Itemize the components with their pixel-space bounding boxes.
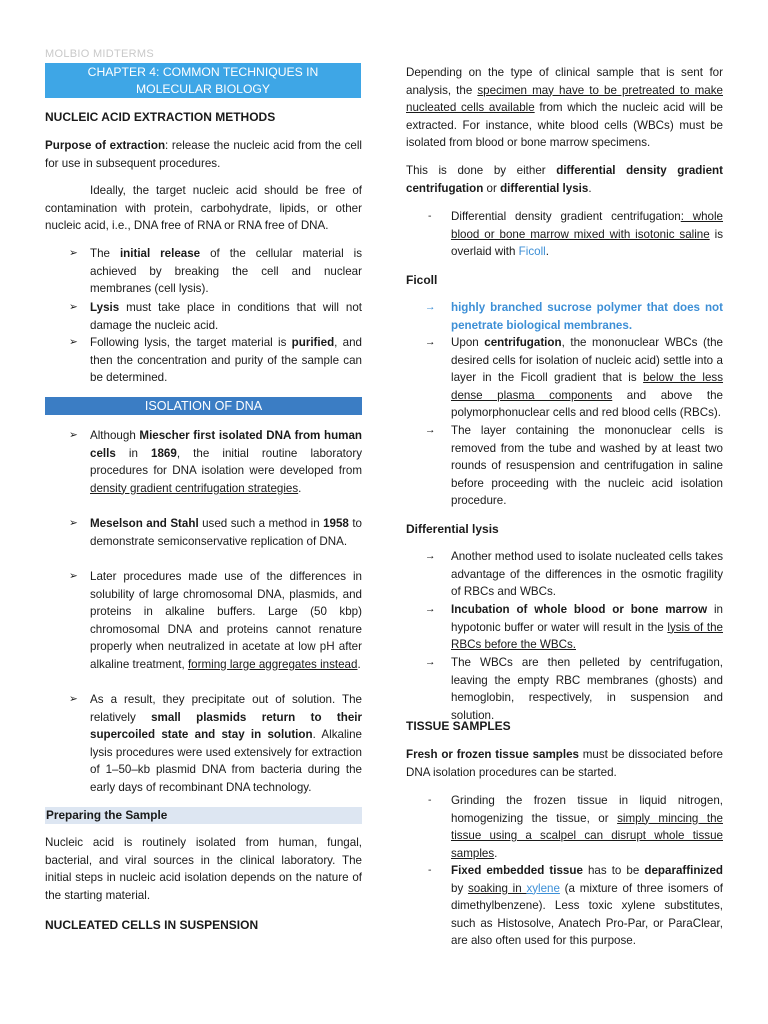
item-blue: xylene (526, 881, 560, 895)
list-item (45, 691, 362, 796)
triangle-bullet-icon: ➢ (69, 693, 78, 705)
item-text: Differential density gradient centrifugation (451, 210, 681, 223)
item-bold: 1869 (151, 446, 177, 460)
arrow-bullet-icon: → (425, 424, 436, 436)
item-blue: Ficoll (518, 245, 546, 258)
purpose-label: Purpose of extraction (45, 139, 166, 152)
item-text: , the mononuclear WBCs (the desired cells for isolation of nucleic acid) settle into a layer in the Ficoll gradient that is (451, 336, 723, 384)
ficoll-heading: Ficoll (406, 273, 438, 287)
tissue-paragraph (406, 746, 723, 781)
list-item (406, 654, 723, 724)
item-text: Grinding the frozen tissue in liquid nitrogen, homogenizing the tissue, or (451, 794, 723, 825)
intro-paragraph (406, 64, 723, 152)
intro-underline: specimen may have to be pretreated to make nucleated cells available (406, 83, 723, 114)
item-text: must take place in conditions that will not damage the nucleic acid. (90, 301, 362, 332)
item-text: of the cellular material is achieved by breaking the cell and nuclear membranes (cell lysis). (90, 247, 363, 295)
preparing-sample-title: Preparing the Sample (46, 808, 168, 822)
dash-bullet-icon: - (428, 210, 432, 222)
item-bold: Meselson and Stahl (90, 517, 199, 530)
item-text: in (115, 446, 152, 460)
item-blue: highly branched sucrose polymer that does not penetrate biological membranes. (451, 301, 723, 332)
methods-bold: differential lysis (500, 181, 589, 195)
item-text: Although (90, 429, 140, 442)
isolation-title: ISOLATION OF DNA (144, 399, 263, 413)
methods-paragraph (406, 162, 723, 197)
list-item (406, 792, 723, 862)
list-item (406, 862, 723, 950)
triangle-bullet-icon: ➢ (69, 429, 78, 441)
item-text: . (298, 481, 302, 495)
item-bold: Incubation of whole blood or bone marrow (451, 603, 708, 616)
item-bold: initial release (119, 247, 201, 260)
list-item (45, 427, 362, 497)
purpose-paragraph (45, 137, 362, 172)
item-text: The layer containing the mononuclear cells is removed from the tube and washed by at least two rounds of resuspension and centrifugation in saline before proceeding with the nucleic acid isolation procedure. (451, 424, 723, 507)
document-header: MOLBIO MIDTERMS (45, 48, 155, 60)
item-text: Later procedures made use of the differences in solubility of large chromosomal DNA, plasmids, and proteins in alkaline buffers. Large (50 kbp) chromosomal DNA and proteins cannot renature properly when neutralized in acetate at low pH after alkaline treatment, (90, 570, 362, 671)
item-text: has to be (582, 864, 645, 877)
isolation-section-bar (45, 397, 362, 415)
list-item (406, 548, 723, 601)
item-text: The (90, 247, 120, 260)
arrow-bullet-icon: → (425, 301, 436, 313)
dash-bullet-icon: - (428, 794, 432, 806)
methods-bold: differential density gradient centrifugation (406, 164, 723, 195)
tissue-text: must be dissociated before DNA isolation procedures can be started. (406, 748, 723, 779)
item-text: , and then the concentration and purity of the sample can be determined. (90, 336, 362, 384)
methods-text: or (483, 181, 501, 195)
arrow-bullet-icon: → (425, 656, 436, 668)
tissue-samples-heading: TISSUE SAMPLES (406, 719, 511, 733)
item-text: in hypotonic buffer or water will result in the (451, 603, 723, 634)
item-text: As a result, they precipitate out of solution. The relatively (90, 693, 362, 724)
item-text: . Alkaline lysis procedures were used extensively for extraction of 1–50–kb plasmid DNA from bacteria during the early days of recombinant DNA technology. (90, 728, 362, 794)
item-bold: purified (291, 336, 335, 349)
intro-text: Depending on the type of clinical sample that is sent for analysis, the (406, 66, 723, 97)
item-underline: soaking in (467, 881, 527, 895)
item-text: . (357, 657, 361, 671)
item-underline: simply mincing the tissue using a scalpel can disrupt whole tissue samples (451, 811, 723, 860)
methods-text: . (588, 181, 592, 195)
item-bold: centrifugation (484, 336, 562, 349)
arrow-bullet-icon: → (425, 336, 436, 348)
item-text: to demonstrate semiconservative replication of DNA. (90, 517, 362, 548)
triangle-bullet-icon: ➢ (69, 247, 78, 259)
list-item (45, 245, 362, 298)
arrow-bullet-icon: → (425, 550, 436, 562)
chapter-title-bar (45, 63, 361, 98)
chapter-title: CHAPTER 4: COMMON TECHNIQUES IN MOLECULAR BIOLOGY (87, 65, 319, 96)
intro-text: from which the nucleic acid will be extracted. For instance, white blood cells (WBCs) must be isolated from blood or bone marrow specimens. (406, 101, 723, 149)
list-item (406, 299, 723, 334)
item-underline: forming large aggregates instead (187, 657, 358, 671)
item-text: Following lysis, the target material is (90, 336, 292, 349)
list-item (45, 299, 362, 334)
tissue-bold: Fresh or frozen tissue samples (406, 748, 579, 761)
differential-lysis-heading: Differential lysis (406, 522, 499, 536)
triangle-bullet-icon: ➢ (69, 517, 78, 529)
triangle-bullet-icon: ➢ (69, 301, 78, 313)
list-item (406, 601, 723, 654)
arrow-bullet-icon: → (425, 603, 436, 615)
item-underline: : whole blood or bone marrow mixed with isotonic saline (451, 210, 724, 241)
item-bold: 1958 (323, 517, 349, 530)
dash-bullet-icon: - (428, 864, 432, 876)
item-underline: below the less dense plasma components (451, 371, 724, 402)
item-text: (a mixture of three isomers of dimethylbenzene). Less toxic xylene substitutes, such as Histosolve, Anatech Pro-Par, or ParaClear, are also often used for this purpose. (451, 881, 723, 947)
item-text: and above the polymorphonuclear cells and red blood cells (RBCs). (451, 388, 723, 419)
list-item (406, 422, 723, 510)
item-text: The WBCs are then pelleted by centrifugation, leaving the empty RBC membranes (ghosts) and hemoglobin, respectively, in suspension and solution. (451, 656, 723, 722)
item-text: . (494, 846, 498, 860)
preparing-sample-bar (45, 807, 362, 824)
item-underline: density gradient centrifugation strategies (90, 481, 299, 495)
purpose-text: : release the nucleic acid from the cell for use in subsequent procedures. (45, 139, 362, 170)
triangle-bullet-icon: ➢ (69, 336, 78, 348)
item-text: , the initial routine laboratory procedures for DNA isolation were developed from (90, 446, 362, 477)
item-bold: deparaffinized (644, 864, 723, 877)
methods-text: This is done by either (406, 164, 557, 177)
item-text: Upon (451, 336, 485, 349)
item-text: . (545, 245, 549, 258)
list-item (45, 334, 362, 387)
item-bold: small plasmids return to their supercoiled state and stay in solution (90, 710, 362, 741)
list-item (45, 515, 362, 550)
item-underline: lysis of the RBCs before the WBCs. (451, 620, 723, 651)
list-item (406, 334, 723, 422)
preparing-sample-paragraph: Nucleic acid is routinely isolated from human, fungal, bacterial, and viral sources in the clinical laboratory. The initial steps in nucleic acid isolation depends on the nature of the starting material. (45, 836, 362, 902)
item-text: by (451, 881, 468, 895)
item-text: used such a method in (198, 517, 324, 530)
item-bold: Fixed embedded tissue (451, 864, 583, 877)
extraction-methods-heading: NUCLEIC ACID EXTRACTION METHODS (45, 110, 276, 124)
list-item (406, 208, 723, 261)
item-bold: Miescher first isolated DNA from human cells (90, 429, 362, 460)
list-item (45, 568, 362, 673)
item-text: is overlaid with (451, 227, 724, 258)
item-text: Another method used to isolate nucleated cells takes advantage of the differences in the osmotic fragility of RBCs and WBCs. (451, 550, 723, 598)
item-bold: Lysis (90, 301, 120, 314)
nucleated-cells-heading: NUCLEATED CELLS IN SUSPENSION (45, 918, 259, 932)
ideal-paragraph: Ideally, the target nucleic acid should be free of contamination with protein, carbohydrate, lipids, or other nucleic acid, i.e., DNA free of RNA or RNA free of DNA. (45, 184, 362, 232)
triangle-bullet-icon: ➢ (69, 570, 78, 582)
